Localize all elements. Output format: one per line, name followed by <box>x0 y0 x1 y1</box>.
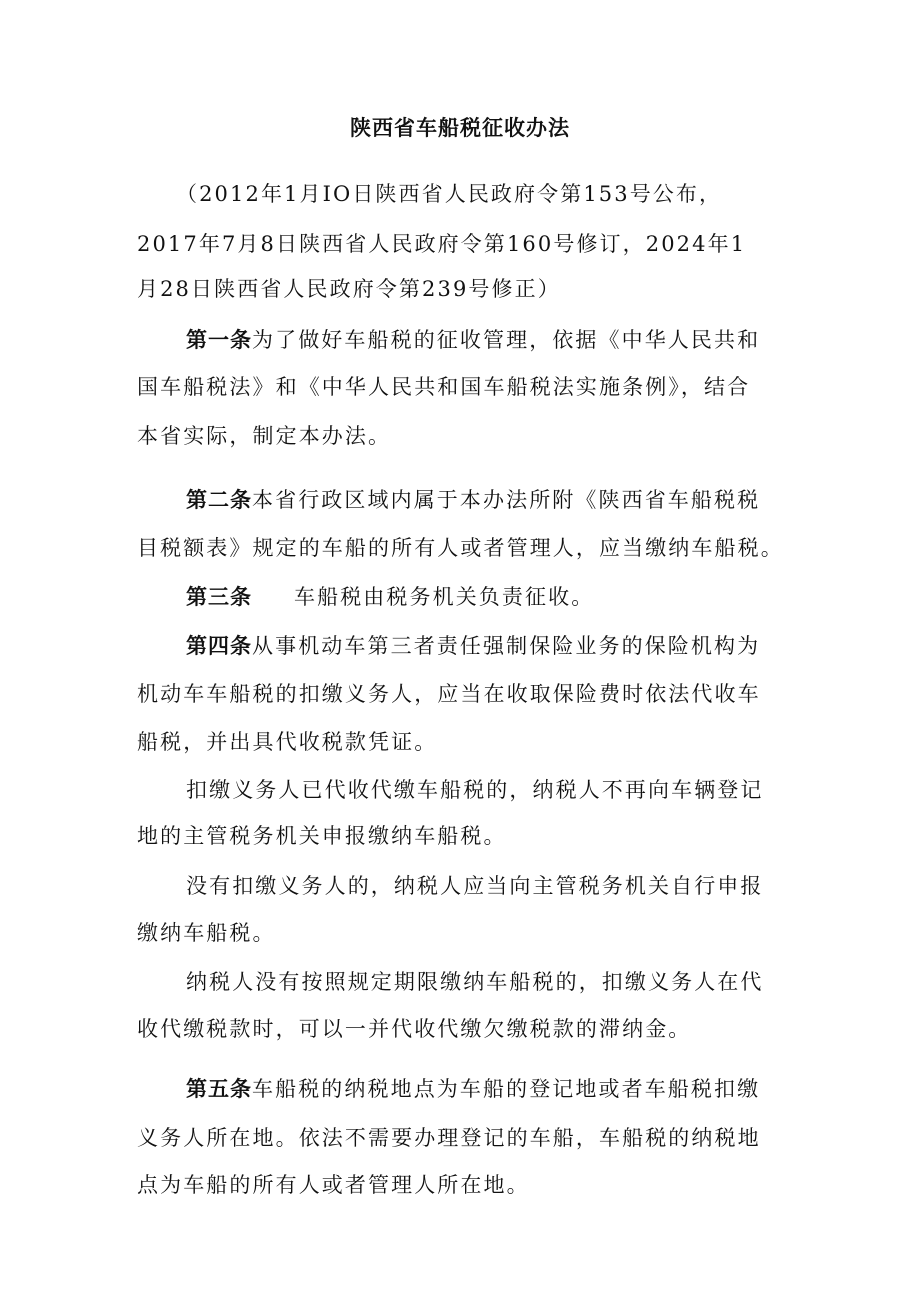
article-2-line-2: 目税额表》规定的车船的所有人或者管理人，应当缴纳车船税。 <box>137 536 784 560</box>
preamble-line-2: 2017年7月8日陕西省人民政府令第160号修订，2024年1 <box>137 232 747 256</box>
article-4-line-3: 船税，并出具代收税款凭证。 <box>137 730 438 754</box>
article-1-text: 为了做好车船税的征收管理，依据《中华人民共和 <box>252 328 761 352</box>
preamble-line-1: （2012年1月IO日陕西省人民政府令第153号公布， <box>176 182 723 206</box>
article-3-text: 车船税由税务机关负责征收。 <box>294 585 595 609</box>
article-5-line-2: 义务人所在地。依法不需要办理登记的车船，车船税的纳税地 <box>137 1126 761 1150</box>
article-4-para-4-line-2: 收代缴税款时，可以一并代收代缴欠缴税款的滞纳金。 <box>137 1017 692 1041</box>
article-1-line-2: 国车船税法》和《中华人民共和国车船税法实施条例》，结合 <box>137 375 751 399</box>
article-4-text: 从事机动车第三者责任强制保险业务的保险机构为 <box>252 634 761 658</box>
article-5-line-1 <box>186 1075 760 1103</box>
article-3-number: 第三条 <box>186 584 252 609</box>
article-1-line-1 <box>186 326 760 354</box>
article-1-line-3: 本省实际，制定本办法。 <box>137 424 392 448</box>
article-2-text: 本省行政区域内属于本办法所附《陕西省车船税税 <box>252 488 761 512</box>
article-5-number: 第五条 <box>186 1076 252 1101</box>
article-4-para-3-line-1: 没有扣缴义务人的，纳税人应当向主管税务机关自行申报 <box>186 874 764 898</box>
article-4-para-4-line-1: 纳税人没有按照规定期限缴纳车船税的，扣缴义务人在代 <box>186 970 764 994</box>
article-4-para-3-line-2: 缴纳车船税。 <box>137 921 276 945</box>
article-4-para-2-line-1: 扣缴义务人已代收代缴车船税的，纳税人不再向车辆登记 <box>186 778 764 802</box>
preamble-line-3: 月28日陕西省人民政府令第239号修正） <box>137 277 561 301</box>
article-2-number: 第二条 <box>186 487 252 512</box>
article-4-line-2: 机动车车船税的扣缴义务人，应当在收取保险费时依法代收车 <box>137 682 761 706</box>
article-4-para-2-line-2: 地的主管税务机关申报缴纳车船税。 <box>137 824 507 848</box>
article-4-line-1 <box>186 632 760 660</box>
article-3-line-1 <box>186 583 594 611</box>
article-5-text: 车船税的纳税地点为车船的登记地或者车船税扣缴 <box>252 1077 761 1101</box>
article-5-line-3: 点为车船的所有人或者管理人所在地。 <box>137 1173 530 1197</box>
document-title: 陕西省车船税征收办法 <box>350 115 570 140</box>
article-1-number: 第一条 <box>186 327 252 352</box>
article-4-number: 第四条 <box>186 633 252 658</box>
article-2-line-1 <box>186 486 760 514</box>
